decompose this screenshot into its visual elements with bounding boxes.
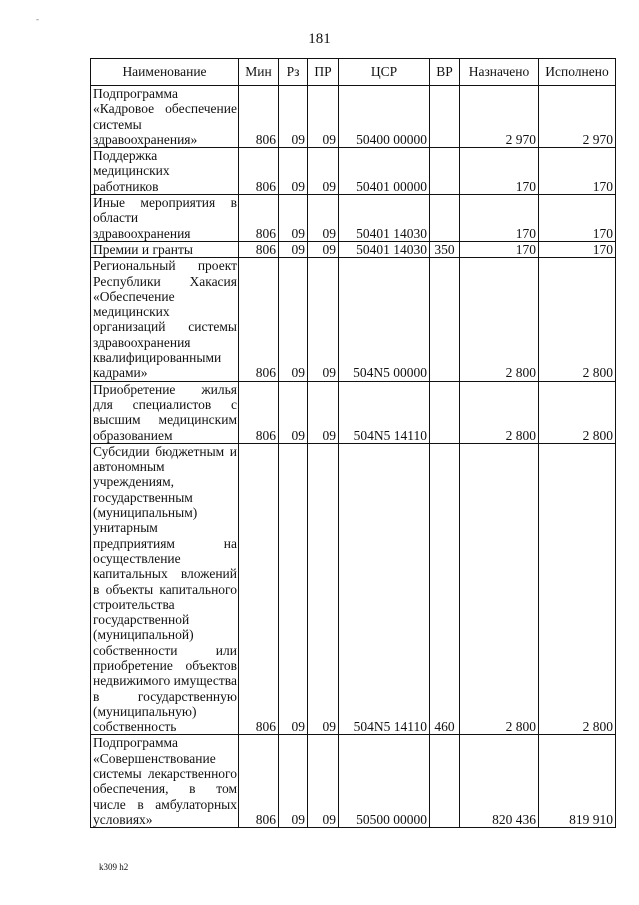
- row-assigned: 2 800: [460, 258, 539, 381]
- row-rz: 09: [279, 381, 308, 443]
- row-csr: 50401 00000: [339, 148, 430, 195]
- row-executed: 2 970: [539, 86, 616, 148]
- row-vr: [430, 735, 460, 828]
- row-vr: [430, 195, 460, 242]
- row-assigned: 2 970: [460, 86, 539, 148]
- row-vr: [430, 381, 460, 443]
- header-csr: ЦСР: [339, 59, 430, 86]
- row-csr: 50401 14030: [339, 195, 430, 242]
- row-name: Премии и гранты: [91, 241, 239, 257]
- row-name: Региональный проект Республики Хакасия «Обеспечение медицинских организаций системы здравоохранения квалифицированными кадрами»: [91, 258, 239, 381]
- row-pr: 09: [308, 86, 339, 148]
- row-min: 806: [239, 735, 279, 828]
- row-csr: 504N5 14110: [339, 443, 430, 735]
- row-vr: 350: [430, 241, 460, 257]
- row-executed: 2 800: [539, 258, 616, 381]
- row-executed: 2 800: [539, 443, 616, 735]
- row-executed: 170: [539, 148, 616, 195]
- row-vr: [430, 148, 460, 195]
- row-name: Подпрограмма «Совершенствование системы лекарственного обеспечения, в том числе в амбулаторных условиях»: [91, 735, 239, 828]
- header-executed: Исполнено: [539, 59, 616, 86]
- table-row: [91, 86, 616, 148]
- row-min: 806: [239, 443, 279, 735]
- row-name: Приобретение жилья для специалистов с высшим медицинским образованием: [91, 381, 239, 443]
- row-name: Поддержка медицинских работников: [91, 148, 239, 195]
- row-name: Субсидии бюджетным и автономным учреждениям, государственным (муниципальным) унитарным предприятиям на осуществление капитальных вложений в объекты капитального строительства государственной (муниципальной) собственности или приобретение объектов недвижимого имущества в государственную (муниципальную) собственность: [91, 443, 239, 735]
- header-min: Мин: [239, 59, 279, 86]
- row-rz: 09: [279, 195, 308, 242]
- row-rz: 09: [279, 443, 308, 735]
- row-rz: 09: [279, 735, 308, 828]
- header-row: [91, 59, 616, 86]
- row-pr: 09: [308, 195, 339, 242]
- header-assigned: Назначено: [460, 59, 539, 86]
- row-csr: 504N5 14110: [339, 381, 430, 443]
- budget-table: [90, 58, 616, 828]
- row-pr: 09: [308, 148, 339, 195]
- footer-code: k309 h2: [99, 862, 129, 872]
- table-row: [91, 195, 616, 242]
- header-pr: ПР: [308, 59, 339, 86]
- row-vr: [430, 258, 460, 381]
- row-executed: 170: [539, 195, 616, 242]
- row-vr: [430, 86, 460, 148]
- row-executed: 170: [539, 241, 616, 257]
- table-row: [91, 381, 616, 443]
- row-csr: 50500 00000: [339, 735, 430, 828]
- row-min: 806: [239, 241, 279, 257]
- row-csr: 50400 00000: [339, 86, 430, 148]
- row-pr: 09: [308, 443, 339, 735]
- row-min: 806: [239, 258, 279, 381]
- row-assigned: 820 436: [460, 735, 539, 828]
- row-assigned: 2 800: [460, 443, 539, 735]
- row-rz: 09: [279, 148, 308, 195]
- row-csr: 504N5 00000: [339, 258, 430, 381]
- row-csr: 50401 14030: [339, 241, 430, 257]
- row-assigned: 2 800: [460, 381, 539, 443]
- row-min: 806: [239, 148, 279, 195]
- row-pr: 09: [308, 258, 339, 381]
- table-row: [91, 241, 616, 257]
- row-pr: 09: [308, 735, 339, 828]
- table-row: [91, 148, 616, 195]
- header-vr: ВР: [430, 59, 460, 86]
- table-row: [91, 258, 616, 381]
- row-rz: 09: [279, 258, 308, 381]
- table-row: [91, 735, 616, 828]
- header-rz: Рз: [279, 59, 308, 86]
- row-rz: 09: [279, 241, 308, 257]
- row-assigned: 170: [460, 148, 539, 195]
- header-name: Наименование: [91, 59, 239, 86]
- row-assigned: 170: [460, 195, 539, 242]
- row-pr: 09: [308, 381, 339, 443]
- table-row: [91, 443, 616, 735]
- row-min: 806: [239, 195, 279, 242]
- row-min: 806: [239, 86, 279, 148]
- page-number: 181: [308, 31, 331, 47]
- margin-mark: -: [36, 14, 39, 24]
- row-vr: 460: [430, 443, 460, 735]
- row-rz: 09: [279, 86, 308, 148]
- row-name: Иные мероприятия в области здравоохранения: [91, 195, 239, 242]
- row-executed: 2 800: [539, 381, 616, 443]
- row-pr: 09: [308, 241, 339, 257]
- row-name: Подпрограмма «Кадровое обеспечение системы здравоохранения»: [91, 86, 239, 148]
- row-executed: 819 910: [539, 735, 616, 828]
- row-min: 806: [239, 381, 279, 443]
- row-assigned: 170: [460, 241, 539, 257]
